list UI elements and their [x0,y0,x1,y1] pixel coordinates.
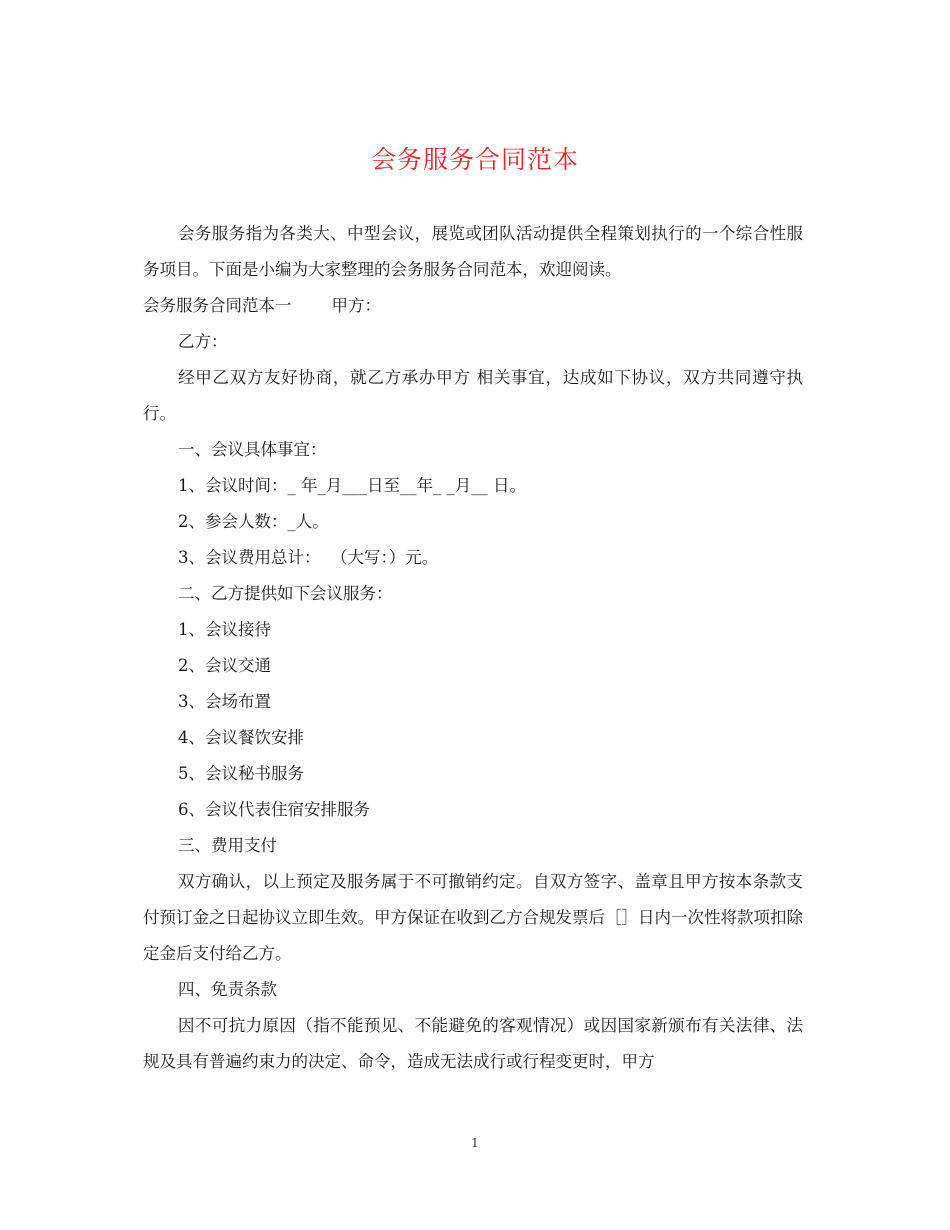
party-a-label: 甲方： [331,296,381,315]
clause-2-item: 6、会议代表住宿安排服务 [178,800,370,819]
document-title: 会务服务合同范本 [370,145,579,174]
clause-1-item: 3、会议费用总计： （大写：）元。 [178,548,439,567]
document-body [143,216,803,1080]
clause-2-item: 3、会场布置 [178,692,271,711]
clause-1-item: 2、参会人数：_人。 [178,512,329,531]
clause-4-paragraph: 因不可抗力原因（指不能预见、不能避免的客观情况）或因国家新颁布有关法律、法规及具有普遍约束力的决定、命令，造成无法成行或行程变更时，甲方 [143,1016,803,1071]
clause-4-title: 四、免责条款 [178,980,277,999]
clause-1-item: 1、会议时间：_ 年_月___日至__年_ _月__ 日。 [178,476,526,495]
clause-2-item: 5、会议秘书服务 [178,764,304,783]
clause-2-item: 2、会议交通 [178,656,271,675]
clause-2-item: 4、会议餐饮安排 [178,728,304,747]
section-heading: 会务服务合同范本一 [143,296,292,315]
clause-3-title: 三、费用支付 [178,836,277,855]
page-number: 1 [471,1136,479,1150]
preamble-paragraph: 经甲乙双方友好协商，就乙方承办甲方 相关事宜，达成如下协议，双方共同遵守执行。 [143,368,803,423]
clause-1-title: 一、会议具体事宜： [178,440,327,459]
clause-2-item: 1、会议接待 [178,620,271,639]
clause-3-paragraph: 双方确认，以上预定及服务属于不可撤销约定。自双方签字、盖章且甲方按本条款支付预订金之日起协议立即生效。甲方保证在收到乙方合规发票后［］日内一次性将款项扣除定金后支付给乙方。 [143,872,803,963]
party-b-label: 乙方： [178,332,228,351]
clause-2-title: 二、乙方提供如下会议服务： [178,584,393,603]
section-heading-line [143,288,803,324]
intro-paragraph: 会务服务指为各类大、中型会议，展览或团队活动提供全程策划执行的一个综合性服务项目。下面是小编为大家整理的会务服务合同范本，欢迎阅读。 [143,224,803,279]
